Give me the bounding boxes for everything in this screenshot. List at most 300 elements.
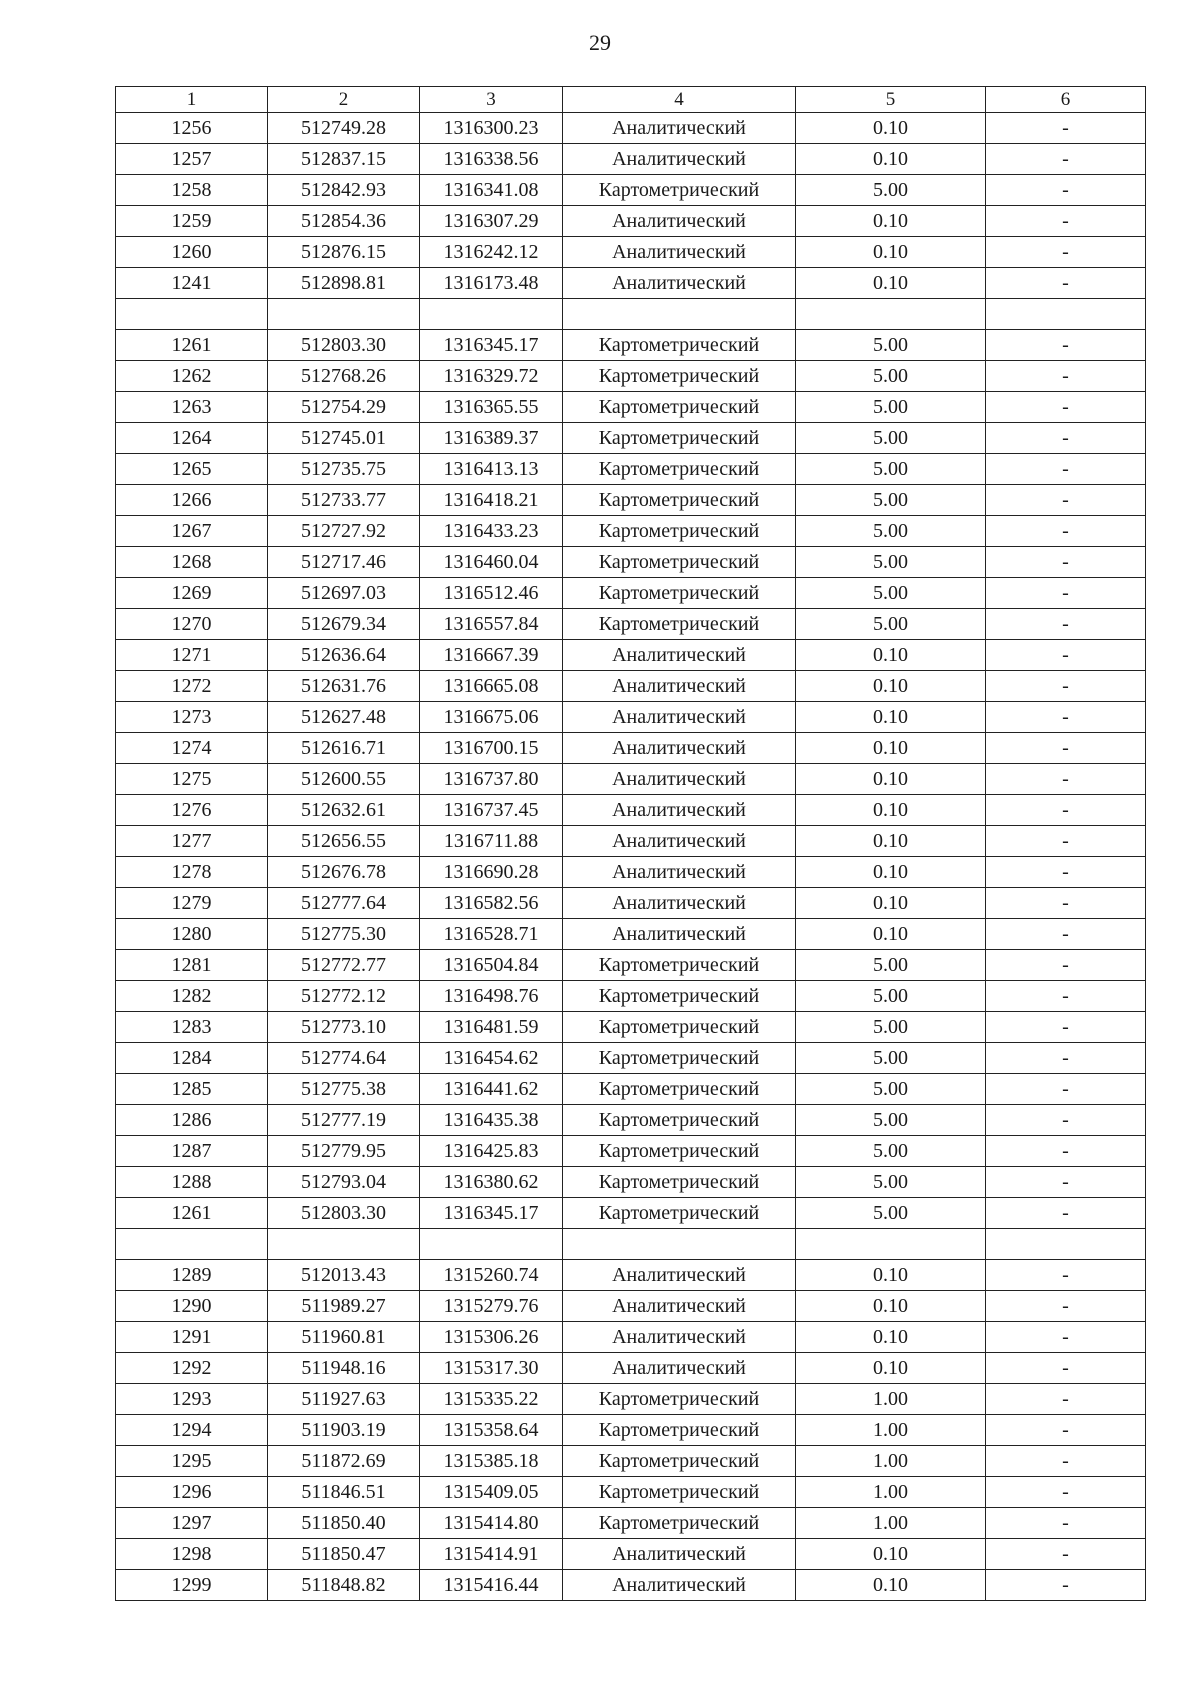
accuracy-cell: 5.00: [796, 454, 986, 485]
y-coordinate-cell: 1316481.59: [420, 1012, 563, 1043]
table-row: [116, 361, 1146, 392]
table-row: [116, 1570, 1146, 1601]
x-coordinate-cell: 511903.19: [268, 1415, 420, 1446]
method-cell: Картометрический: [563, 1136, 796, 1167]
x-coordinate-cell: 512013.43: [268, 1260, 420, 1291]
x-coordinate-cell: 512600.55: [268, 764, 420, 795]
y-coordinate-cell: 1315414.80: [420, 1508, 563, 1539]
point-number-cell: 1264: [116, 423, 268, 454]
description-cell: -: [986, 547, 1146, 578]
x-coordinate-cell: 512803.30: [268, 1198, 420, 1229]
y-coordinate-cell: [420, 1229, 563, 1260]
y-coordinate-cell: 1316433.23: [420, 516, 563, 547]
y-coordinate-cell: 1316242.12: [420, 237, 563, 268]
point-number-cell: 1267: [116, 516, 268, 547]
accuracy-cell: 5.00: [796, 1074, 986, 1105]
x-coordinate-cell: 512697.03: [268, 578, 420, 609]
method-cell: Аналитический: [563, 1260, 796, 1291]
y-coordinate-cell: 1316300.23: [420, 113, 563, 144]
method-cell: Картометрический: [563, 981, 796, 1012]
table-row: [116, 392, 1146, 423]
description-cell: -: [986, 1384, 1146, 1415]
y-coordinate-cell: 1316675.06: [420, 702, 563, 733]
accuracy-cell: 5.00: [796, 1167, 986, 1198]
accuracy-cell: 0.10: [796, 888, 986, 919]
x-coordinate-cell: 512768.26: [268, 361, 420, 392]
accuracy-cell: 0.10: [796, 144, 986, 175]
y-coordinate-cell: 1316380.62: [420, 1167, 563, 1198]
x-coordinate-cell: 512727.92: [268, 516, 420, 547]
accuracy-cell: 5.00: [796, 516, 986, 547]
x-coordinate-cell: 512636.64: [268, 640, 420, 671]
description-cell: -: [986, 1415, 1146, 1446]
accuracy-cell: 0.10: [796, 826, 986, 857]
x-coordinate-cell: 512842.93: [268, 175, 420, 206]
point-number-cell: 1285: [116, 1074, 268, 1105]
description-cell: -: [986, 640, 1146, 671]
method-cell: Картометрический: [563, 454, 796, 485]
accuracy-cell: 1.00: [796, 1446, 986, 1477]
accuracy-cell: 5.00: [796, 392, 986, 423]
method-cell: Аналитический: [563, 237, 796, 268]
y-coordinate-cell: 1316665.08: [420, 671, 563, 702]
method-cell: Картометрический: [563, 516, 796, 547]
point-number-cell: 1279: [116, 888, 268, 919]
accuracy-cell: 5.00: [796, 330, 986, 361]
y-coordinate-cell: 1316341.08: [420, 175, 563, 206]
description-cell: -: [986, 144, 1146, 175]
x-coordinate-cell: 512876.15: [268, 237, 420, 268]
method-cell: Аналитический: [563, 702, 796, 733]
method-cell: Аналитический: [563, 1322, 796, 1353]
table-row: [116, 1167, 1146, 1198]
x-coordinate-cell: 511850.40: [268, 1508, 420, 1539]
method-cell: Картометрический: [563, 950, 796, 981]
y-coordinate-cell: 1316582.56: [420, 888, 563, 919]
method-cell: Картометрический: [563, 361, 796, 392]
x-coordinate-cell: 512777.19: [268, 1105, 420, 1136]
point-number-cell: 1278: [116, 857, 268, 888]
point-number-cell: 1272: [116, 671, 268, 702]
table-row: [116, 1446, 1146, 1477]
x-coordinate-cell: 512837.15: [268, 144, 420, 175]
description-cell: [986, 299, 1146, 330]
point-number-cell: 1258: [116, 175, 268, 206]
point-number-cell: 1277: [116, 826, 268, 857]
point-number-cell: 1297: [116, 1508, 268, 1539]
accuracy-cell: 1.00: [796, 1415, 986, 1446]
accuracy-cell: 0.10: [796, 733, 986, 764]
description-cell: -: [986, 888, 1146, 919]
description-cell: [986, 1229, 1146, 1260]
table-row: [116, 485, 1146, 516]
method-cell: Аналитический: [563, 1291, 796, 1322]
accuracy-cell: 1.00: [796, 1477, 986, 1508]
table-row: [116, 919, 1146, 950]
method-cell: Аналитический: [563, 113, 796, 144]
y-coordinate-cell: 1316345.17: [420, 330, 563, 361]
table-row: [116, 888, 1146, 919]
table-row: [116, 1384, 1146, 1415]
accuracy-cell: 0.10: [796, 919, 986, 950]
point-number-cell: 1270: [116, 609, 268, 640]
description-cell: -: [986, 950, 1146, 981]
point-number-cell: 1288: [116, 1167, 268, 1198]
method-cell: Картометрический: [563, 1105, 796, 1136]
accuracy-cell: 0.10: [796, 1291, 986, 1322]
method-cell: [563, 1229, 796, 1260]
x-coordinate-cell: 512754.29: [268, 392, 420, 423]
separator-row: [116, 299, 1146, 330]
accuracy-cell: 5.00: [796, 1105, 986, 1136]
accuracy-cell: 5.00: [796, 981, 986, 1012]
x-coordinate-cell: 512777.64: [268, 888, 420, 919]
table-row: [116, 1415, 1146, 1446]
description-cell: -: [986, 1043, 1146, 1074]
table-row: [116, 1136, 1146, 1167]
description-cell: -: [986, 578, 1146, 609]
column-header-6: 6: [986, 87, 1146, 113]
y-coordinate-cell: 1316307.29: [420, 206, 563, 237]
accuracy-cell: [796, 1229, 986, 1260]
point-number-cell: 1290: [116, 1291, 268, 1322]
method-cell: Аналитический: [563, 1570, 796, 1601]
accuracy-cell: [796, 299, 986, 330]
description-cell: -: [986, 1105, 1146, 1136]
method-cell: Картометрический: [563, 1043, 796, 1074]
point-number-cell: 1241: [116, 268, 268, 299]
method-cell: Аналитический: [563, 1539, 796, 1570]
table-row: [116, 764, 1146, 795]
description-cell: -: [986, 454, 1146, 485]
point-number-cell: 1256: [116, 113, 268, 144]
accuracy-cell: 0.10: [796, 1570, 986, 1601]
method-cell: Аналитический: [563, 795, 796, 826]
table-row: [116, 144, 1146, 175]
method-cell: Картометрический: [563, 1446, 796, 1477]
y-coordinate-cell: 1316460.04: [420, 547, 563, 578]
point-number-cell: 1261: [116, 330, 268, 361]
table-row: [116, 671, 1146, 702]
description-cell: -: [986, 1260, 1146, 1291]
point-number-cell: 1298: [116, 1539, 268, 1570]
description-cell: -: [986, 733, 1146, 764]
x-coordinate-cell: 512745.01: [268, 423, 420, 454]
x-coordinate-cell: 512656.55: [268, 826, 420, 857]
y-coordinate-cell: 1316425.83: [420, 1136, 563, 1167]
x-coordinate-cell: 512854.36: [268, 206, 420, 237]
accuracy-cell: 0.10: [796, 206, 986, 237]
point-number-cell: 1284: [116, 1043, 268, 1074]
method-cell: Аналитический: [563, 144, 796, 175]
accuracy-cell: 1.00: [796, 1384, 986, 1415]
x-coordinate-cell: 512779.95: [268, 1136, 420, 1167]
x-coordinate-cell: 511848.82: [268, 1570, 420, 1601]
table-row: [116, 733, 1146, 764]
table-row: [116, 1260, 1146, 1291]
coordinates-table: [115, 86, 1146, 1601]
method-cell: Аналитический: [563, 268, 796, 299]
separator-row: [116, 1229, 1146, 1260]
y-coordinate-cell: 1315306.26: [420, 1322, 563, 1353]
accuracy-cell: 0.10: [796, 857, 986, 888]
x-coordinate-cell: 512735.75: [268, 454, 420, 485]
accuracy-cell: 5.00: [796, 609, 986, 640]
description-cell: -: [986, 609, 1146, 640]
method-cell: [563, 299, 796, 330]
table-row: [116, 826, 1146, 857]
page-number: 29: [589, 30, 611, 55]
x-coordinate-cell: 512773.10: [268, 1012, 420, 1043]
accuracy-cell: 0.10: [796, 113, 986, 144]
description-cell: -: [986, 268, 1146, 299]
point-number-cell: 1274: [116, 733, 268, 764]
table-row: [116, 1353, 1146, 1384]
y-coordinate-cell: 1315385.18: [420, 1446, 563, 1477]
accuracy-cell: 5.00: [796, 1043, 986, 1074]
x-coordinate-cell: 512774.64: [268, 1043, 420, 1074]
x-coordinate-cell: 512631.76: [268, 671, 420, 702]
column-header-3: 3: [420, 87, 563, 113]
accuracy-cell: 0.10: [796, 237, 986, 268]
x-coordinate-cell: 512627.48: [268, 702, 420, 733]
description-cell: -: [986, 764, 1146, 795]
method-cell: Картометрический: [563, 1415, 796, 1446]
description-cell: -: [986, 795, 1146, 826]
table-header: [116, 87, 1146, 113]
table-row: [116, 1198, 1146, 1229]
y-coordinate-cell: 1315260.74: [420, 1260, 563, 1291]
y-coordinate-cell: 1316737.45: [420, 795, 563, 826]
y-coordinate-cell: 1316173.48: [420, 268, 563, 299]
accuracy-cell: 0.10: [796, 1260, 986, 1291]
description-cell: -: [986, 1353, 1146, 1384]
description-cell: -: [986, 919, 1146, 950]
method-cell: Картометрический: [563, 1477, 796, 1508]
y-coordinate-cell: 1315317.30: [420, 1353, 563, 1384]
point-number-cell: 1291: [116, 1322, 268, 1353]
accuracy-cell: 1.00: [796, 1508, 986, 1539]
table-row: [116, 175, 1146, 206]
point-number-cell: 1273: [116, 702, 268, 733]
x-coordinate-cell: 511989.27: [268, 1291, 420, 1322]
table-row: [116, 454, 1146, 485]
table-row: [116, 1074, 1146, 1105]
point-number-cell: 1276: [116, 795, 268, 826]
description-cell: -: [986, 237, 1146, 268]
x-coordinate-cell: 512616.71: [268, 733, 420, 764]
x-coordinate-cell: 511960.81: [268, 1322, 420, 1353]
table-body: [116, 113, 1146, 1601]
method-cell: Картометрический: [563, 175, 796, 206]
method-cell: Картометрический: [563, 392, 796, 423]
description-cell: -: [986, 330, 1146, 361]
method-cell: Аналитический: [563, 640, 796, 671]
y-coordinate-cell: 1316389.37: [420, 423, 563, 454]
accuracy-cell: 0.10: [796, 1322, 986, 1353]
accuracy-cell: 5.00: [796, 1136, 986, 1167]
point-number-cell: 1280: [116, 919, 268, 950]
column-header-5: 5: [796, 87, 986, 113]
accuracy-cell: 5.00: [796, 578, 986, 609]
description-cell: -: [986, 1539, 1146, 1570]
table-row: [116, 1043, 1146, 1074]
table-row: [116, 547, 1146, 578]
accuracy-cell: 0.10: [796, 1539, 986, 1570]
y-coordinate-cell: 1316528.71: [420, 919, 563, 950]
point-number-cell: 1268: [116, 547, 268, 578]
description-cell: -: [986, 1291, 1146, 1322]
accuracy-cell: 0.10: [796, 1353, 986, 1384]
description-cell: -: [986, 1136, 1146, 1167]
method-cell: Аналитический: [563, 857, 796, 888]
y-coordinate-cell: 1316441.62: [420, 1074, 563, 1105]
y-coordinate-cell: 1315416.44: [420, 1570, 563, 1601]
point-number-cell: 1296: [116, 1477, 268, 1508]
description-cell: -: [986, 857, 1146, 888]
accuracy-cell: 5.00: [796, 1012, 986, 1043]
table-row: [116, 795, 1146, 826]
accuracy-cell: 5.00: [796, 950, 986, 981]
point-number-cell: 1275: [116, 764, 268, 795]
method-cell: Картометрический: [563, 1384, 796, 1415]
table-row: [116, 423, 1146, 454]
point-number-cell: 1265: [116, 454, 268, 485]
y-coordinate-cell: 1316454.62: [420, 1043, 563, 1074]
y-coordinate-cell: 1316667.39: [420, 640, 563, 671]
point-number-cell: 1259: [116, 206, 268, 237]
table-row: [116, 1105, 1146, 1136]
accuracy-cell: 0.10: [796, 764, 986, 795]
description-cell: -: [986, 1167, 1146, 1198]
method-cell: Аналитический: [563, 764, 796, 795]
point-number-cell: 1262: [116, 361, 268, 392]
method-cell: Аналитический: [563, 1353, 796, 1384]
x-coordinate-cell: 512772.12: [268, 981, 420, 1012]
accuracy-cell: 5.00: [796, 1198, 986, 1229]
y-coordinate-cell: 1316711.88: [420, 826, 563, 857]
point-number-cell: 1269: [116, 578, 268, 609]
point-number-cell: 1287: [116, 1136, 268, 1167]
table-row: [116, 578, 1146, 609]
method-cell: Аналитический: [563, 733, 796, 764]
accuracy-cell: 5.00: [796, 547, 986, 578]
y-coordinate-cell: 1316418.21: [420, 485, 563, 516]
x-coordinate-cell: 512717.46: [268, 547, 420, 578]
method-cell: Картометрический: [563, 547, 796, 578]
point-number-cell: 1292: [116, 1353, 268, 1384]
x-coordinate-cell: 511846.51: [268, 1477, 420, 1508]
x-coordinate-cell: 512775.38: [268, 1074, 420, 1105]
description-cell: -: [986, 206, 1146, 237]
point-number-cell: 1281: [116, 950, 268, 981]
x-coordinate-cell: 511948.16: [268, 1353, 420, 1384]
y-coordinate-cell: 1316700.15: [420, 733, 563, 764]
x-coordinate-cell: 512676.78: [268, 857, 420, 888]
description-cell: -: [986, 1322, 1146, 1353]
description-cell: -: [986, 1508, 1146, 1539]
column-header-1: 1: [116, 87, 268, 113]
method-cell: Картометрический: [563, 609, 796, 640]
point-number-cell: 1261: [116, 1198, 268, 1229]
point-number-cell: 1289: [116, 1260, 268, 1291]
method-cell: Аналитический: [563, 671, 796, 702]
accuracy-cell: 0.10: [796, 702, 986, 733]
table-row: [116, 981, 1146, 1012]
description-cell: -: [986, 826, 1146, 857]
point-number-cell: 1260: [116, 237, 268, 268]
point-number-cell: 1271: [116, 640, 268, 671]
method-cell: Картометрический: [563, 423, 796, 454]
method-cell: Картометрический: [563, 485, 796, 516]
x-coordinate-cell: 511927.63: [268, 1384, 420, 1415]
method-cell: Картометрический: [563, 1012, 796, 1043]
y-coordinate-cell: 1315358.64: [420, 1415, 563, 1446]
method-cell: Аналитический: [563, 206, 796, 237]
table-row: [116, 609, 1146, 640]
y-coordinate-cell: 1315335.22: [420, 1384, 563, 1415]
method-cell: Картометрический: [563, 330, 796, 361]
accuracy-cell: 0.10: [796, 671, 986, 702]
table-row: [116, 330, 1146, 361]
x-coordinate-cell: 512679.34: [268, 609, 420, 640]
point-number-cell: 1299: [116, 1570, 268, 1601]
description-cell: -: [986, 1198, 1146, 1229]
table-row: [116, 237, 1146, 268]
description-cell: -: [986, 1074, 1146, 1105]
description-cell: -: [986, 702, 1146, 733]
method-cell: Аналитический: [563, 826, 796, 857]
y-coordinate-cell: 1316690.28: [420, 857, 563, 888]
y-coordinate-cell: 1316345.17: [420, 1198, 563, 1229]
method-cell: Аналитический: [563, 919, 796, 950]
method-cell: Аналитический: [563, 888, 796, 919]
point-number-cell: 1283: [116, 1012, 268, 1043]
description-cell: -: [986, 175, 1146, 206]
description-cell: -: [986, 423, 1146, 454]
point-number-cell: 1293: [116, 1384, 268, 1415]
accuracy-cell: 5.00: [796, 423, 986, 454]
x-coordinate-cell: 512733.77: [268, 485, 420, 516]
table-row: [116, 1291, 1146, 1322]
y-coordinate-cell: 1316413.13: [420, 454, 563, 485]
point-number-cell: 1263: [116, 392, 268, 423]
description-cell: -: [986, 1446, 1146, 1477]
description-cell: -: [986, 361, 1146, 392]
table-row: [116, 640, 1146, 671]
y-coordinate-cell: 1316329.72: [420, 361, 563, 392]
x-coordinate-cell: 512775.30: [268, 919, 420, 950]
table-row: [116, 1539, 1146, 1570]
point-number-cell: [116, 1229, 268, 1260]
description-cell: -: [986, 1012, 1146, 1043]
y-coordinate-cell: 1316512.46: [420, 578, 563, 609]
description-cell: -: [986, 671, 1146, 702]
y-coordinate-cell: 1316435.38: [420, 1105, 563, 1136]
accuracy-cell: 5.00: [796, 361, 986, 392]
table-row: [116, 113, 1146, 144]
y-coordinate-cell: 1316365.55: [420, 392, 563, 423]
description-cell: -: [986, 981, 1146, 1012]
accuracy-cell: 5.00: [796, 175, 986, 206]
description-cell: -: [986, 113, 1146, 144]
y-coordinate-cell: 1316557.84: [420, 609, 563, 640]
x-coordinate-cell: 511872.69: [268, 1446, 420, 1477]
accuracy-cell: 0.10: [796, 795, 986, 826]
point-number-cell: 1282: [116, 981, 268, 1012]
x-coordinate-cell: 512772.77: [268, 950, 420, 981]
point-number-cell: 1257: [116, 144, 268, 175]
